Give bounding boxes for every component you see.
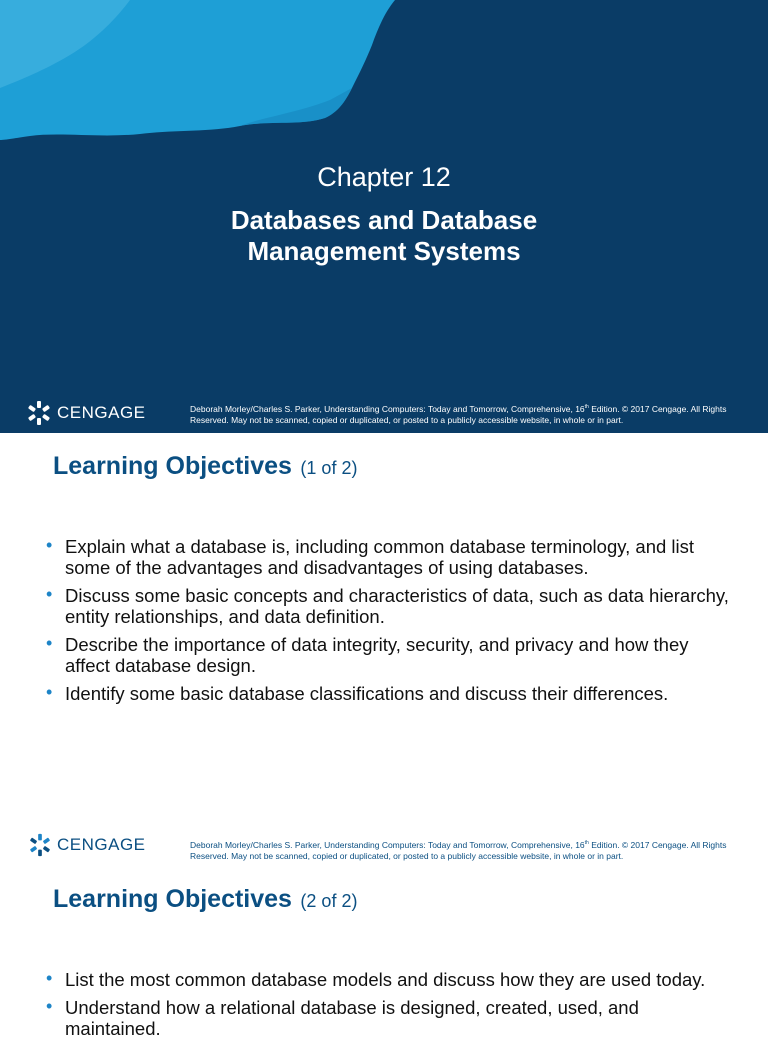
- objective-text: Describe the importance of data integrity, security, and privacy and how they affect database design.: [65, 634, 689, 676]
- cengage-burst-icon: [26, 400, 52, 426]
- chapter-title-line-2: Management Systems: [247, 236, 521, 266]
- copyright-notice-footer: [190, 838, 750, 862]
- bullet-icon: •: [46, 584, 53, 604]
- bullet-icon: •: [46, 968, 53, 988]
- slide3-heading: [53, 885, 357, 914]
- cengage-burst-icon: [28, 833, 52, 857]
- slide2-heading: [53, 452, 357, 481]
- copyright-text-2: Edition. © 2017 Cengage. All Rights Reserved. May not be scanned, copied or duplicated, or posted to a publicly accessible website, in whole or in part.: [190, 839, 727, 861]
- bullet-icon: •: [46, 535, 53, 555]
- copyright-superscript: th: [584, 404, 589, 410]
- copyright-text-1: Deborah Morley/Charles S. Parker, Understanding Computers: Today and Tomorrow, Comprehensive, 16: [190, 403, 585, 414]
- chapter-title-line-1: Databases and Database: [230, 205, 538, 235]
- chapter-number: Chapter 12: [317, 162, 451, 192]
- bullet-icon: •: [46, 633, 53, 653]
- chapter-title: [120, 205, 648, 267]
- list-item: [44, 536, 734, 578]
- objective-text: List the most common database models and discuss how they are used today.: [65, 969, 706, 990]
- objective-text: Explain what a database is, including common database terminology, and list some of the advantages and disadvantages of using databases.: [65, 536, 695, 578]
- copyright-notice: [190, 402, 740, 426]
- copyright-text-1: Deborah Morley/Charles S. Parker, Understanding Computers: Today and Tomorrow, Comprehensive, 16: [190, 839, 585, 850]
- slide2-objectives-list: [44, 536, 734, 711]
- slide2-heading-title: Learning Objectives: [53, 452, 292, 480]
- cengage-logo-footer: [28, 833, 146, 857]
- list-item: [44, 634, 734, 676]
- slide3-objectives-list: [44, 969, 734, 1046]
- bullet-icon: •: [46, 996, 53, 1016]
- cengage-wordmark: CENGAGE: [57, 835, 146, 854]
- title-slide: [0, 0, 768, 433]
- blue-paint-splash: [0, 0, 768, 160]
- objective-text: Understand how a relational database is designed, created, used, and maintained.: [65, 997, 639, 1039]
- list-item: [44, 585, 734, 627]
- list-item: [44, 997, 734, 1039]
- slide2-heading-part: (1 of 2): [300, 458, 358, 478]
- slide3-heading-title: Learning Objectives: [53, 885, 292, 913]
- objective-text: Identify some basic database classifications and discuss their differences.: [65, 683, 669, 704]
- bullet-icon: •: [46, 682, 53, 702]
- cengage-wordmark: CENGAGE: [57, 403, 146, 422]
- slide3-heading-part: (2 of 2): [300, 891, 358, 911]
- list-item: [44, 683, 734, 704]
- copyright-text-2: Edition. © 2017 Cengage. All Rights Reserved. May not be scanned, copied or duplicated, or posted to a publicly accessible website, in whole or in part.: [190, 403, 727, 425]
- cengage-logo: [26, 400, 146, 426]
- copyright-superscript: th: [584, 840, 589, 846]
- list-item: [44, 969, 734, 990]
- objective-text: Discuss some basic concepts and characteristics of data, such as data hierarchy, entity relationships, and data definition.: [65, 585, 729, 627]
